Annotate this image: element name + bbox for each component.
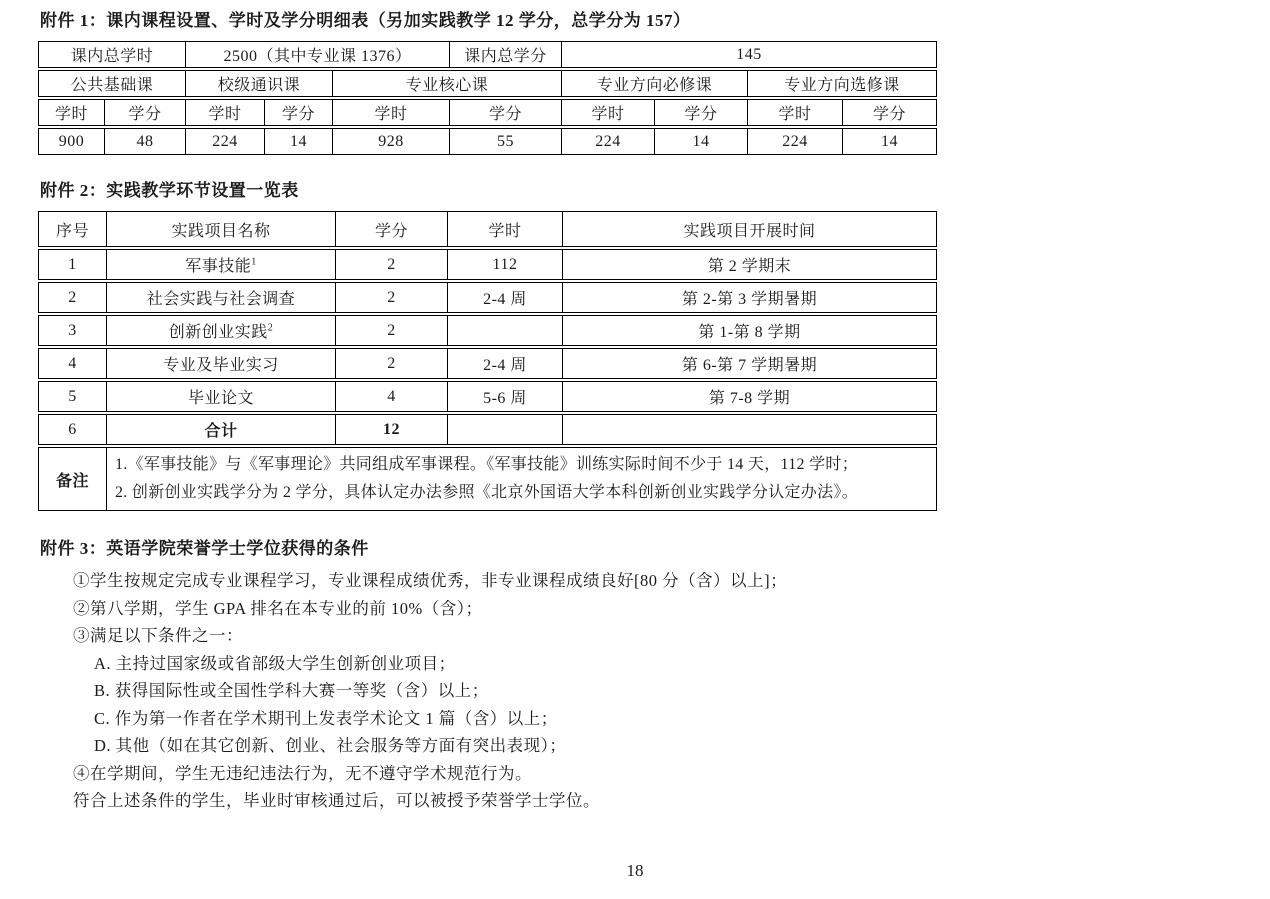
row-credits: 2: [336, 249, 448, 280]
row-time: [563, 414, 937, 445]
honors-conditions-list: [38, 567, 938, 815]
table-row: [38, 99, 937, 126]
total-credits-label: 课内总学分: [450, 41, 562, 68]
value-cell: 900: [38, 128, 105, 155]
table-row: [38, 315, 937, 346]
table-row: [38, 128, 937, 155]
row-credits: 2: [336, 348, 448, 379]
total-credits: 12: [336, 414, 448, 445]
project-name: 专业及毕业实习: [163, 357, 279, 374]
value-cell: 14: [265, 128, 333, 155]
group-general-education: 校级通识课: [186, 70, 333, 97]
table-row: [38, 70, 937, 97]
table-notes-row: [38, 447, 937, 511]
row-credits: 2: [336, 282, 448, 313]
table-row: [38, 282, 937, 313]
row-hours: 5-6 周: [448, 381, 563, 412]
hours-header: 学时: [186, 99, 265, 126]
row-credits: 2: [336, 315, 448, 346]
row-hours: [448, 315, 563, 346]
row-time: 第 7-8 学期: [563, 381, 937, 412]
credits-header: 学分: [655, 99, 748, 126]
header-time: 实践项目开展时间: [563, 211, 937, 247]
note-line: 1.《军事技能》与《军事理论》共同组成军事课程。《军事技能》训练实际时间不少于 14 天，112 学时；: [115, 456, 859, 473]
attachment2-title: 附件 2：实践教学环节设置一览表: [40, 181, 299, 200]
condition-sub-b: B. 获得国际性或全国性学科大赛一等奖（含）以上；: [94, 681, 489, 700]
row-no: 4: [38, 348, 107, 379]
value-cell: 224: [562, 128, 655, 155]
value-cell: 928: [333, 128, 450, 155]
footnote-marker: 1: [251, 256, 257, 268]
table-row: [38, 249, 937, 280]
page-number: 18: [626, 861, 644, 880]
header-hours: 学时: [448, 211, 563, 247]
row-no: 1: [38, 249, 107, 280]
hours-header: 学时: [562, 99, 655, 126]
row-time: 第 2-第 3 学期暑期: [563, 282, 937, 313]
value-cell: 14: [843, 128, 937, 155]
row-name: [107, 381, 336, 412]
notes-label: 备注: [38, 447, 107, 511]
row-time: 第 6-第 7 学期暑期: [563, 348, 937, 379]
total-hours-label: 课内总学时: [38, 41, 186, 68]
table-total-row: [38, 414, 937, 445]
row-time: 第 1-第 8 学期: [563, 315, 937, 346]
group-major-elective: 专业方向选修课: [748, 70, 937, 97]
row-time: 第 2 学期末: [563, 249, 937, 280]
value-cell: 48: [105, 128, 186, 155]
practice-teaching-table: [38, 209, 937, 513]
row-hours: 2-4 周: [448, 348, 563, 379]
hours-header: 学时: [748, 99, 843, 126]
hours-header: 学时: [38, 99, 105, 126]
row-no: 2: [38, 282, 107, 313]
row-credits: 4: [336, 381, 448, 412]
condition-item-3: ③满足以下条件之一：: [73, 626, 243, 645]
row-no: 6: [38, 414, 107, 445]
credits-header: 学分: [265, 99, 333, 126]
condition-sub-d: D. 其他（如在其它创新、创业、社会服务等方面有突出表现）；: [94, 736, 567, 755]
row-name: [107, 249, 336, 280]
total-hours-value: 2500（其中专业课 1376）: [186, 41, 450, 68]
row-name: [107, 315, 336, 346]
condition-sub-a: A. 主持过国家级或省部级大学生创新创业项目；: [94, 653, 456, 673]
note-line: 2. 创新创业实践学分为 2 学分，具体认定办法参照《北京外国语大学本科创新创业实践学分认定办法》。: [115, 484, 859, 501]
row-no: 5: [38, 381, 107, 412]
project-name: 毕业论文: [187, 390, 254, 407]
row-hours: [448, 414, 563, 445]
credits-header: 学分: [843, 99, 937, 126]
condition-sub-c: C. 作为第一作者在学术期刊上发表学术论文 1 篇（含）以上；: [94, 708, 558, 728]
course-credit-table: [38, 39, 937, 157]
closing-statement: 符合上述条件的学生，毕业时审核通过后，可以被授予荣誉学士学位。: [73, 791, 600, 810]
project-name: 社会实践与社会调查: [146, 291, 296, 308]
attachment1-title: 附件 1：课内课程设置、学时及学分明细表（另加实践教学 12 学分，总学分为 157）: [40, 11, 691, 30]
header-no: 序号: [38, 211, 107, 247]
attachment3-title: 附件 3：英语学院荣誉学士学位获得的条件: [40, 539, 369, 558]
row-no: 3: [38, 315, 107, 346]
value-cell: 224: [186, 128, 265, 155]
condition-item-4: ④在学期间，学生无违纪违法行为，无不遵守学术规范行为。: [73, 763, 532, 783]
condition-item-1: ①学生按规定完成专业课程学习，专业课程成绩优秀，非专业课程成绩良好[80 分（含）以上]；: [73, 571, 788, 590]
value-cell: 14: [655, 128, 748, 155]
credits-header: 学分: [450, 99, 562, 126]
value-cell: 55: [450, 128, 562, 155]
footnote-marker: 2: [267, 322, 274, 334]
row-name: [107, 282, 336, 313]
header-credits: 学分: [336, 211, 448, 247]
credits-header: 学分: [105, 99, 186, 126]
group-major-required: 专业方向必修课: [562, 70, 748, 97]
row-name: [107, 348, 336, 379]
page-content: [38, 10, 938, 815]
table-header-row: [38, 211, 937, 247]
project-name: 军事技能: [185, 258, 252, 275]
condition-item-2: ②第八学期，学生 GPA 排名在本专业的前 10%（含）；: [73, 598, 483, 618]
header-project-name: 实践项目名称: [107, 211, 336, 247]
hours-header: 学时: [333, 99, 450, 126]
value-cell: 224: [748, 128, 843, 155]
table-row: [38, 41, 937, 68]
total-label: 合计: [107, 414, 336, 445]
project-name: 创新创业实践: [168, 324, 268, 341]
table-row: [38, 348, 937, 379]
total-credits-value: 145: [562, 41, 937, 68]
row-hours: 2-4 周: [448, 282, 563, 313]
row-hours: 112: [448, 249, 563, 280]
group-major-core: 专业核心课: [333, 70, 562, 97]
group-public-basic: 公共基础课: [38, 70, 186, 97]
table-row: [38, 381, 937, 412]
notes-body: [107, 447, 937, 511]
